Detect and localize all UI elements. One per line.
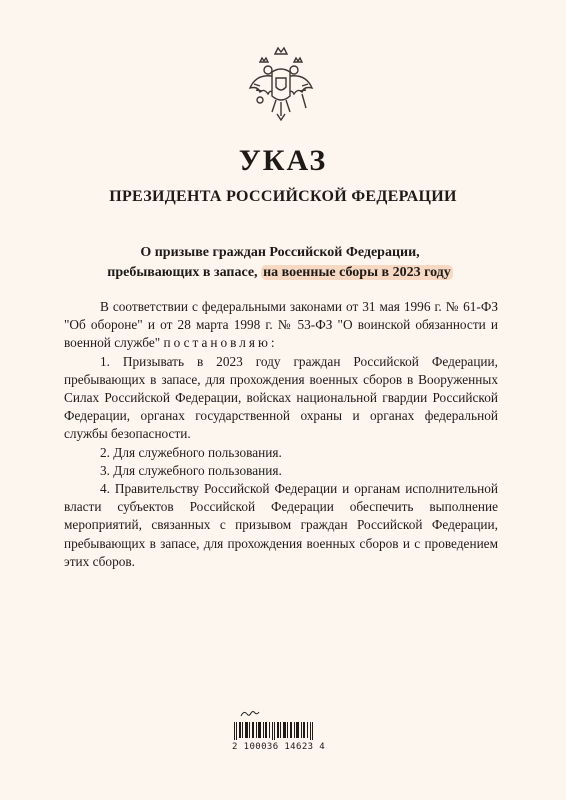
subject-line-2-prefix: пребывающих в запасе, bbox=[107, 265, 262, 280]
decree-title: УКАЗ bbox=[238, 144, 328, 177]
decree-subject bbox=[80, 243, 480, 283]
barcode-icon bbox=[234, 722, 318, 740]
barcode-number: 2 100036 14623 4 bbox=[232, 742, 326, 752]
subject-highlight: на военные сборы в 2023 году bbox=[263, 265, 451, 280]
decree-item-4: 4. Правительству Российской Федерации и органам исполнительной власти субъектов Российской Федерации обеспечить выполнение мероприятий, связанных с призывом граждан Российской Федерации, пребывающих в запасе, для прохождения военных сборов и с проведением этих сборов. bbox=[64, 481, 498, 569]
subject-line-2 bbox=[80, 263, 480, 283]
decree-item-2: 2. Для служебного пользования. bbox=[100, 444, 282, 460]
decree-item-3: 3. Для служебного пользования. bbox=[100, 462, 282, 478]
russian-coat-of-arms-icon bbox=[246, 44, 316, 134]
decree-subtitle: ПРЕЗИДЕНТА РОССИЙСКОЙ ФЕДЕРАЦИИ bbox=[109, 188, 457, 205]
handwritten-signature-icon bbox=[240, 710, 260, 721]
decree-word: постановляю: bbox=[163, 335, 278, 351]
preamble-text: В соответствии с федеральными законами от 31 мая 1996 г. № 61-ФЗ "Об обороне" и от 28 марта 1998 г. № 53-ФЗ "О воинской обязанности и военной службе" bbox=[64, 299, 498, 351]
decree-body bbox=[64, 298, 498, 571]
preamble-paragraph bbox=[64, 298, 498, 353]
subject-line-1: О призыве граждан Российской Федерации, bbox=[140, 245, 420, 260]
decree-item-1: 1. Призывать в 2023 году граждан Российской Федерации, пребывающих в запасе, для прохождения военных сборов в Вооруженных Силах Российской Федерации, войсках национальной гвардии Российской Федерации, органах государственной охраны и органах федеральной службы безопасности. bbox=[64, 353, 498, 442]
